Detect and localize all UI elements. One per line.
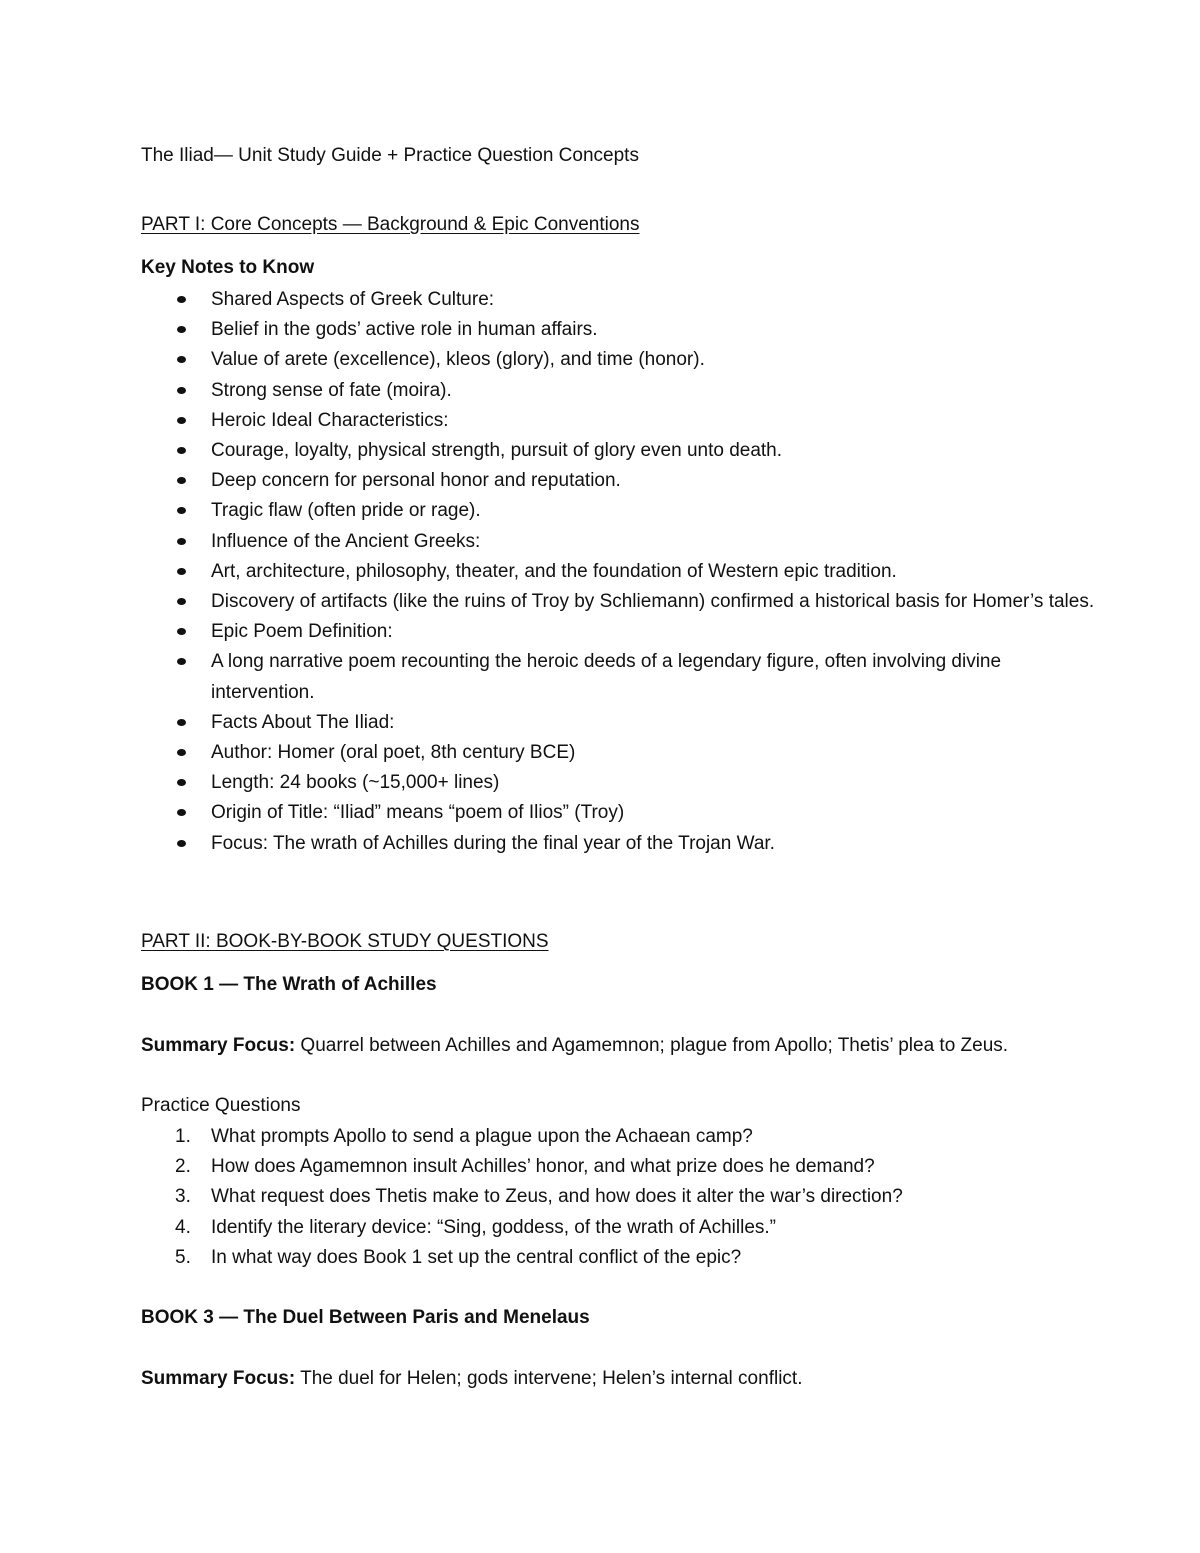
question-number: 3. (175, 1186, 191, 1208)
part1-heading: PART I: Core Concepts — Background & Epic Conventions (141, 214, 640, 235)
list-item: 5. In what way does Book 1 set up the central conflict of the epic? (141, 1243, 1101, 1273)
bullet-icon (177, 840, 186, 847)
question-number: 1. (175, 1126, 191, 1147)
list-item: Courage, loyalty, physical strength, pursuit of glory even unto death. (141, 436, 1101, 466)
list-item: Heroic Ideal Characteristics: (141, 406, 1101, 436)
key-notes-list (141, 285, 1101, 859)
key-notes-label: Key Notes to Know (141, 257, 315, 278)
bullet-icon (177, 749, 186, 756)
bullet-icon (177, 507, 186, 514)
list-item: 4. Identify the literary device: “Sing, goddess, of the wrath of Achilles.” (141, 1213, 1101, 1243)
list-item: Influence of the Ancient Greeks: (141, 527, 1101, 557)
book3-heading: BOOK 3 — The Duel Between Paris and Menelaus (141, 1307, 590, 1328)
list-item: Tragic flaw (often pride or rage). (141, 496, 1101, 526)
question-number: 5. (175, 1246, 191, 1268)
bullet-icon (177, 779, 186, 786)
list-item: Focus: The wrath of Achilles during the final year of the Trojan War. (141, 829, 1101, 859)
bullet-icon (177, 538, 186, 545)
bullet-icon (177, 598, 186, 605)
list-item: A long narrative poem recounting the heroic deeds of a legendary figure, often involving divine intervention. (141, 647, 1101, 707)
list-item: 3. What request does Thetis make to Zeus, and how does it alter the war’s direction? (141, 1182, 1101, 1212)
list-item: Length: 24 books (~15,000+ lines) (141, 768, 1101, 798)
practice-questions-label: Practice Questions (141, 1095, 301, 1116)
list-item: 1. What prompts Apollo to send a plague upon the Achaean camp? (141, 1122, 1101, 1152)
bullet-icon (177, 658, 186, 665)
practice-questions-list (141, 1122, 1101, 1273)
list-item: Origin of Title: “Iliad” means “poem of Ilios” (Troy) (141, 798, 1101, 828)
summary-text: The duel for Helen; gods intervene; Helen’s internal conflict. (295, 1368, 803, 1389)
list-item: Strong sense of fate (moira). (141, 376, 1101, 406)
bullet-icon (177, 719, 186, 726)
bullet-icon (177, 447, 186, 454)
question-number: 4. (175, 1216, 191, 1238)
list-item: Author: Homer (oral poet, 8th century BCE) (141, 738, 1101, 768)
book1-summary (141, 1034, 1008, 1058)
bullet-icon (177, 296, 186, 303)
bullet-icon (177, 568, 186, 575)
list-item: Belief in the gods’ active role in human affairs. (141, 315, 1101, 345)
list-item: 2. How does Agamemnon insult Achilles’ honor, and what prize does he demand? (141, 1152, 1101, 1182)
list-item: Discovery of artifacts (like the ruins of Troy by Schliemann) confirmed a historical basis for Homer’s tales. (141, 587, 1101, 617)
list-item: Art, architecture, philosophy, theater, and the foundation of Western epic tradition. (141, 557, 1101, 587)
bullet-icon (177, 809, 186, 816)
bullet-icon (177, 326, 186, 333)
list-item: Deep concern for personal honor and reputation. (141, 466, 1101, 496)
list-item: Value of arete (excellence), kleos (glory), and time (honor). (141, 345, 1101, 375)
book1-heading: BOOK 1 — The Wrath of Achilles (141, 974, 437, 995)
bullet-icon (177, 387, 186, 394)
question-number: 2. (175, 1156, 191, 1178)
list-item: Shared Aspects of Greek Culture: (141, 285, 1101, 315)
bullet-icon (177, 628, 186, 635)
bullet-icon (177, 356, 186, 363)
summary-label: Summary Focus: (141, 1035, 296, 1056)
bullet-icon (177, 477, 186, 484)
part2-heading: PART II: BOOK-BY-BOOK STUDY QUESTIONS (141, 931, 549, 952)
summary-text: Quarrel between Achilles and Agamemnon; plague from Apollo; Thetis’ plea to Zeus. (295, 1035, 1009, 1056)
book3-summary (141, 1367, 802, 1391)
list-item: Epic Poem Definition: (141, 617, 1101, 647)
summary-label: Summary Focus: (141, 1368, 296, 1389)
bullet-icon (177, 417, 186, 424)
list-item: Facts About The Iliad: (141, 708, 1101, 738)
document-title: The Iliad— Unit Study Guide + Practice Question Concepts (141, 145, 639, 166)
